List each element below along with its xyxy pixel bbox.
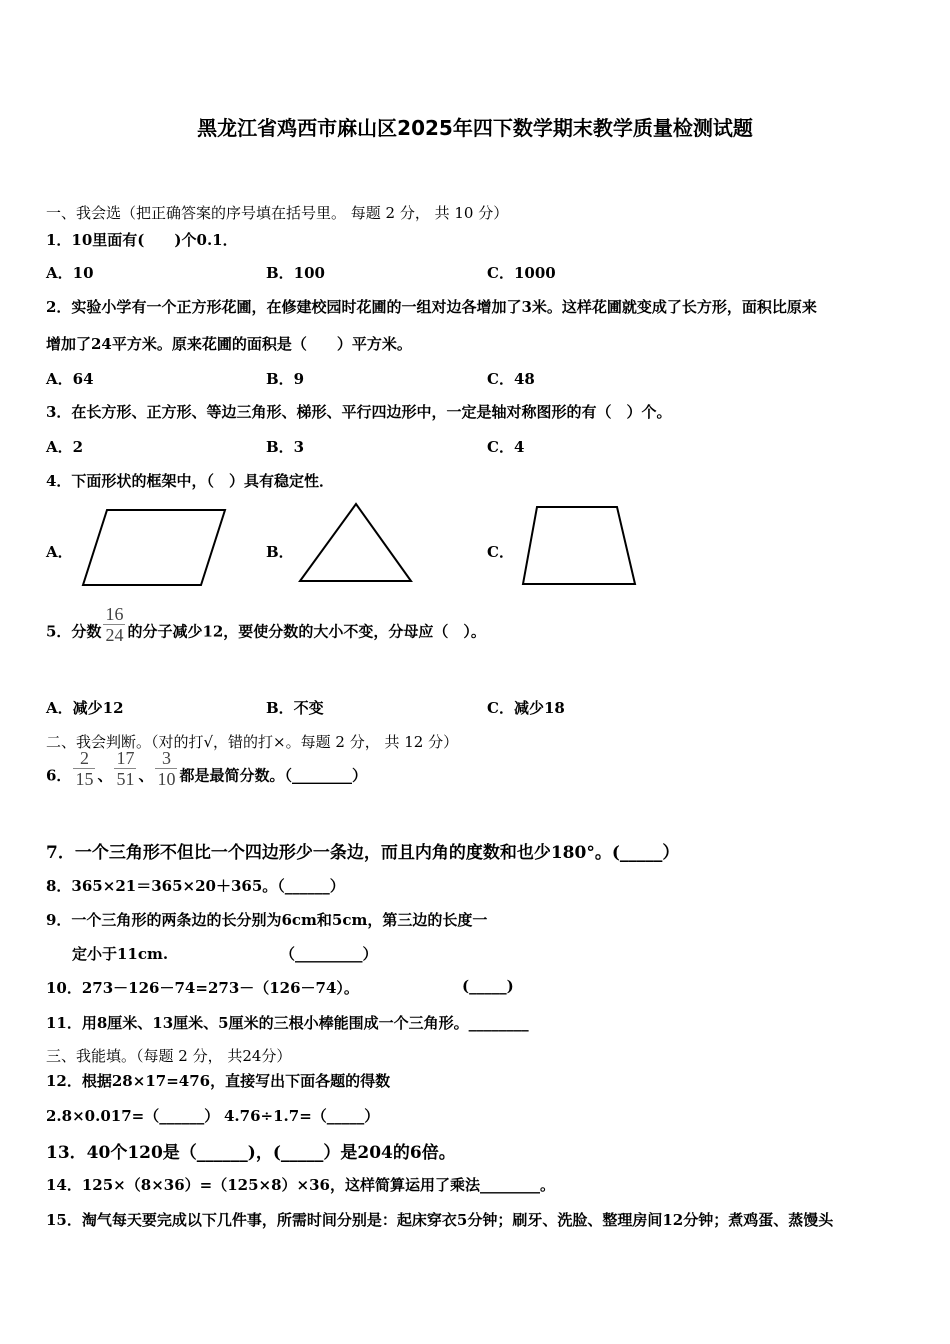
q2-option-c: C．48 [487, 370, 535, 388]
q3-option-a: A．2 [46, 438, 84, 456]
question-6 [46, 748, 367, 797]
fraction-numerator: 16 [105, 604, 124, 624]
question-8: 8．365×21＝365×20＋365。（______） [46, 877, 345, 895]
q1-option-c: C．1000 [487, 264, 556, 282]
parallelogram-figure [78, 505, 230, 590]
q1-option-a: A．10 [46, 264, 94, 282]
q10-answer-blank: (_____) [462, 977, 514, 995]
fraction-numerator: 3 [155, 748, 177, 769]
section-1-heading: 一、我会选（把正确答案的序号填在括号里。 每题 2 分， 共 10 分） [46, 204, 509, 222]
q2-option-b: B．9 [266, 370, 305, 388]
trapezoid-figure [519, 502, 641, 588]
question-10: 10．273－126－74=273－（126－74）。 [46, 979, 359, 997]
q5-suffix: 的分子减少12，要使分数的大小不变，分母应（ ）。 [127, 622, 486, 641]
question-5 [46, 604, 486, 653]
q3-option-b: B．3 [266, 438, 305, 456]
q12-part-2: 4.76÷1.7=（_____） [224, 1107, 380, 1125]
question-2-line-1: 2．实验小学有一个正方形花圃，在修建校园时花圃的一组对边各增加了3米。这样花圃就变成了长方形，面积比原来 [46, 298, 817, 316]
question-12: 12．根据28×17=476，直接写出下面各题的得数 [46, 1072, 391, 1090]
fraction-denominator: 10 [157, 769, 176, 789]
q5-option-c: C．减少18 [487, 699, 565, 717]
fraction-3-10 [155, 748, 177, 789]
q2-option-a: A．64 [46, 370, 94, 388]
section-3-heading: 三、我能填。（每题 2 分， 共24分） [46, 1047, 292, 1065]
q6-prefix: 6． [46, 766, 72, 785]
fraction-denominator: 24 [105, 625, 124, 645]
fraction-numerator: 17 [116, 748, 135, 768]
fraction-numerator: 2 [73, 748, 95, 769]
question-3: 3．在长方形、正方形、等边三角形、梯形、平行四边形中，一定是轴对称图形的有（ ）个。 [46, 403, 672, 421]
fraction-denominator: 51 [116, 769, 135, 789]
q4-option-a: A． [46, 543, 73, 561]
fraction-16-24 [103, 604, 125, 645]
fraction-17-51 [114, 748, 136, 789]
q4-option-b: B． [266, 543, 294, 561]
q6-separator: 、 [138, 766, 154, 785]
triangle-figure [296, 500, 416, 586]
q12-part-1: 2.8×0.017=（______） [46, 1107, 220, 1125]
q6-suffix: 都是最简分数。（________） [179, 766, 367, 785]
q5-option-a: A．减少12 [46, 699, 124, 717]
q3-option-c: C．4 [487, 438, 525, 456]
q4-option-c: C． [487, 543, 514, 561]
question-9-line-2: 定小于11cm. [72, 945, 169, 963]
page-title: 黑龙江省鸡西市麻山区2025年四下数学期末教学质量检测试题 [197, 116, 753, 140]
q9-answer-blank: （_________） [280, 945, 378, 963]
q5-prefix: 5．分数 [46, 622, 102, 641]
question-9-line-1: 9．一个三角形的两条边的长分别为6cm和5cm，第三边的长度一 [46, 911, 488, 929]
question-13: 13．40个120是（______)，(_____）是204的6倍。 [46, 1143, 456, 1163]
q5-option-b: B．不变 [266, 699, 324, 717]
question-15: 15．淘气每天要完成以下几件事，所需时间分别是：起床穿衣5分钟；刷牙、洗脸、整理房间12分钟；煮鸡蛋、蒸馒头 [46, 1211, 834, 1229]
q1-option-b: B．100 [266, 264, 325, 282]
q6-separator: 、 [97, 766, 113, 785]
question-4: 4．下面形状的框架中，（ ）具有稳定性． [46, 472, 334, 490]
fraction-2-15 [73, 748, 95, 789]
section-2-heading: 二、我会判断。（对的打√，错的打×。每题 2 分， 共 12 分） [46, 733, 459, 751]
question-1: 1．10里面有( )个0.1． [46, 231, 238, 249]
fraction-denominator: 15 [75, 769, 94, 789]
question-11: 11．用8厘米、13厘米、5厘米的三根小棒能围成一个三角形。________ [46, 1014, 529, 1032]
question-7: 7．一个三角形不但比一个四边形少一条边，而且内角的度数和也少180°。(_____） [46, 843, 680, 863]
question-2-line-2: 增加了24平方米。原来花圃的面积是（ ）平方米。 [46, 335, 412, 353]
question-14: 14．125×（8×36）=（125×8）×36，这样简算运用了乘法________。 [46, 1176, 555, 1194]
